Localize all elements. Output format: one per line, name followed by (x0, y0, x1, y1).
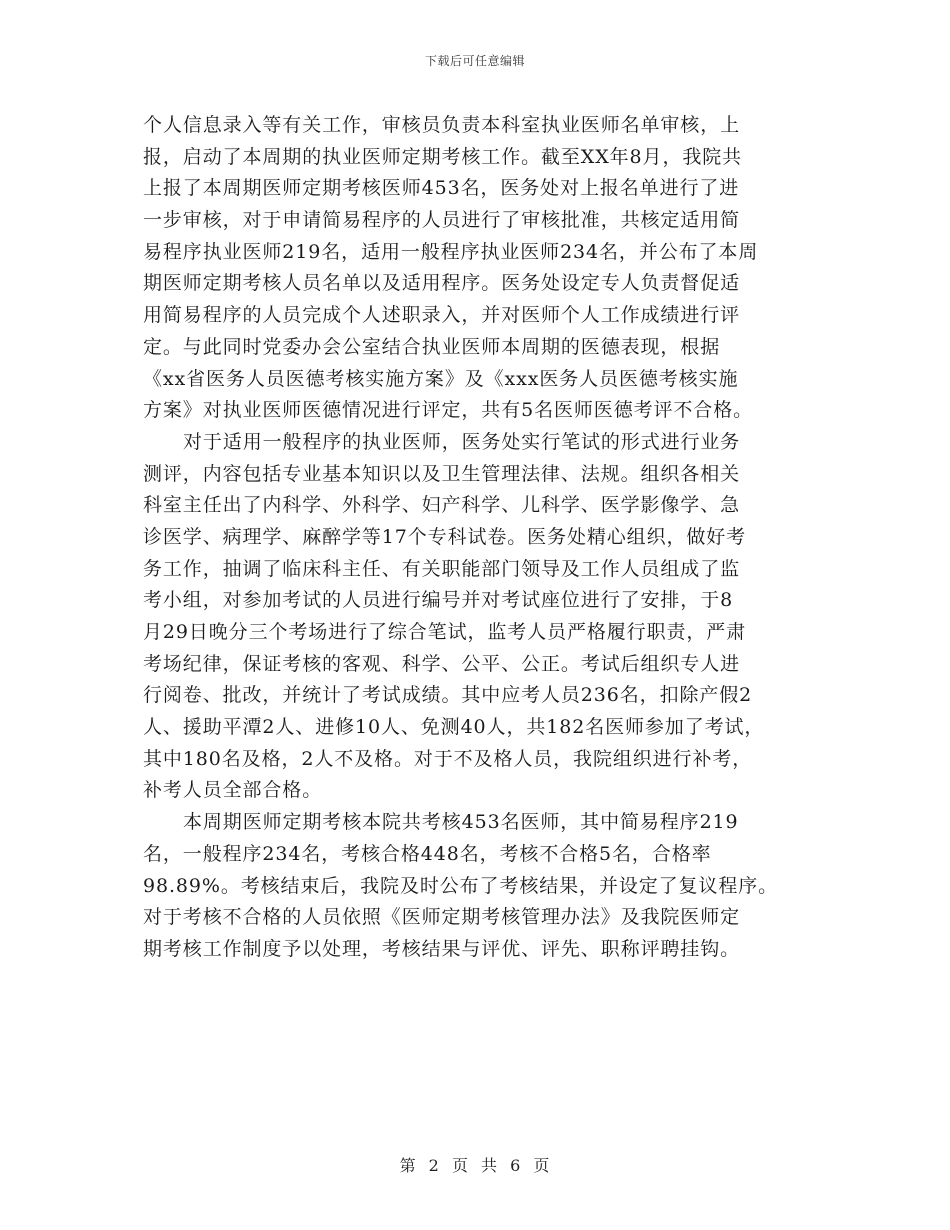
text-line: 人、援助平潭2人、进修10人、免测40人，共182名医师参加了考试， (143, 716, 765, 739)
text-line: 补考人员全部合格。 (143, 779, 323, 802)
text-line: 月29日晚分三个考场进行了综合笔试，监考人员严格履行职责，严肃 (143, 621, 747, 643)
text-line: 对于考核不合格的人员依照《医师定期考核管理办法》及我院医师定 (143, 906, 741, 929)
paragraph-first-line: 本周期医师定期考核本院共考核453名医师，其中简易程序219 (183, 811, 739, 834)
text-line: 其中180名及格，2人不及格。对于不及格人员，我院组织进行补考， (143, 747, 753, 770)
text-line: 期考核工作制度予以处理，考核结果与评优、评先、职称评聘挂钩。 (143, 937, 741, 960)
page-header: 下载后可任意编辑 (424, 54, 525, 68)
text-line: 考场纪律，保证考核的客观、科学、公平、公正。考试后组织专人进 (143, 652, 741, 675)
text-line: 个人信息录入等有关工作，审核员负责本科室执业医师名单审核，上 (143, 114, 741, 136)
text-line: 方案》对执业医师医德情况进行评定，共有5名医师医德考评不合格。 (143, 399, 753, 422)
text-line: 行阅卷、批改，并统计了考试成绩。其中应考人员236名，扣除产假2 (143, 684, 753, 707)
text-line: 一步审核，对于申请简易程序的人员进行了审核批准，共核定适用简 (143, 209, 741, 232)
text-line: 诊医学、病理学、麻醉学等17个专科试卷。医务处精心组织，做好考 (143, 525, 747, 548)
text-line: 98.89%。考核结束后，我院及时公布了考核结果，并设定了复议程序。 (143, 874, 779, 897)
page-number: 第 2 页 共 6 页 (399, 1156, 551, 1175)
text-line: 上报了本周期医师定期考核医师453名，医务处对上报名单进行了进 (143, 177, 740, 200)
text-line: 考小组，对参加考试的人员进行编号并对考试座位进行了安排，于8 (143, 589, 734, 612)
text-line: 期医师定期考核人员名单以及适用程序。医务处设定专人负责督促适 (143, 272, 741, 295)
document-body (143, 110, 823, 966)
text-line: 科室主任出了内科学、外科学、妇产科学、儿科学、医学影像学、急 (143, 494, 741, 517)
paragraph-first-line: 对于适用一般程序的执业医师，医务处实行笔试的形式进行业务 (183, 430, 741, 453)
text-line: 用简易程序的人员完成个人述职录入，并对医师个人工作成绩进行评 (143, 304, 741, 327)
text-line: 易程序执业医师219名，适用一般程序执业医师234名，并公布了本周 (143, 240, 759, 263)
text-line: 务工作，抽调了临床科主任、有关职能部门领导及工作人员组成了监 (143, 557, 741, 580)
text-line: 报，启动了本周期的执业医师定期考核工作。截至XX年8月，我院共 (143, 145, 743, 168)
text-line: 《xx省医务人员医德考核实施方案》及《xxx医务人员医德考核实施 (143, 367, 739, 390)
text-line: 测评，内容包括专业基本知识以及卫生管理法律、法规。组织各相关 (143, 462, 741, 485)
text-line: 定。与此同时党委办会公室结合执业医师本周期的医德表现，根据 (143, 335, 721, 358)
text-line: 名，一般程序234名，考核合格448名，考核不合格5名，合格率 (143, 842, 712, 865)
